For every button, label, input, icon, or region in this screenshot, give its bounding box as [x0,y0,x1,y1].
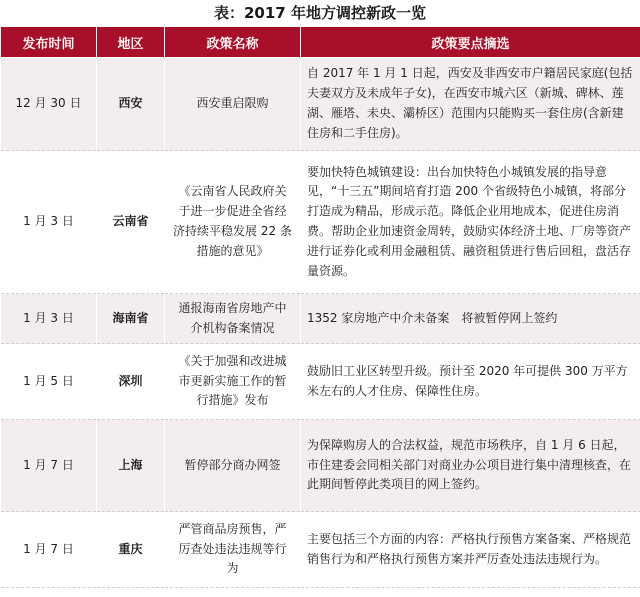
cell-summary: 鼓励旧工业区转型升级。预计至 2020 年可提供 300 万平方米左右的人才住房、保障性住房。 [301,344,640,420]
cell-date: 12 月 30 日 [1,58,97,151]
table-row [1,344,640,420]
cell-region: 海南省 [97,294,165,344]
header-summary: 政策要点摘选 [301,27,640,58]
cell-date: 1 月 7 日 [1,512,97,588]
table-title: 表：2017 年地方调控新政一览 [214,4,426,22]
cell-summary: 自 2017 年 1 月 1 日起，西安及非西安市户籍居民家庭(包括夫妻双方及未成年子女)，在西安市城六区（新城、碑林、莲湖、雁塔、未央、灞桥区）范围内只能购买一套住房(含新建住房和二手住房)。 [301,58,640,151]
cell-date: 1 月 3 日 [1,294,97,344]
cell-region: 重庆 [97,512,165,588]
cell-policy: 通报海南省房地产中介机构备案情况 [165,294,301,344]
cell-summary: 主要包括三个方面的内容：严格执行预售方案备案、严格规范销售行为和严格执行预售方案并严厉查处违法违规行为。 [301,512,640,588]
table-row [1,151,640,294]
table-row [1,512,640,588]
header-region: 地区 [97,27,165,58]
policy-table [0,26,640,588]
cell-policy: 《云南省人民政府关于进一步促进全省经济持续平稳发展 22 条措施的意见》 [165,151,301,294]
cell-summary: 要加快特色城镇建设：出台加快特色小城镇发展的指导意见，“十三五”期间培育打造 200 个省级特色小城镇，将部分打造成为精品，形成示范。降低企业用地成本，促进住房消费。帮助企业加速资金周转，鼓励实体经济土地、厂房等资产进行证券化或利用金融租赁、融资租赁进行售后回租，盘活存量资源。 [301,151,640,294]
table-row [1,420,640,512]
table-row [1,58,640,151]
cell-summary: 1352 家房地产中介未备案 将被暂停网上签约 [301,294,640,344]
cell-date: 1 月 5 日 [1,344,97,420]
cell-policy: 暂停部分商办网签 [165,420,301,512]
cell-region: 西安 [97,58,165,151]
header-date: 发布时间 [1,27,97,58]
cell-summary: 为保障购房人的合法权益，规范市场秩序，自 1 月 6 日起，市住建委会同相关部门对商业办公项目进行集中清理核查，在此期间暂停此类项目的网上签约。 [301,420,640,512]
header-row [1,27,640,58]
cell-policy: 《关于加强和改进城市更新实施工作的暂行措施》发布 [165,344,301,420]
cell-policy: 严管商品房预售，严厉查处违法违规等行为 [165,512,301,588]
cell-region: 上海 [97,420,165,512]
cell-region: 云南省 [97,151,165,294]
table-row [1,294,640,344]
cell-region: 深圳 [97,344,165,420]
cell-date: 1 月 7 日 [1,420,97,512]
cell-policy: 西安重启限购 [165,58,301,151]
cell-date: 1 月 3 日 [1,151,97,294]
header-policy: 政策名称 [165,27,301,58]
